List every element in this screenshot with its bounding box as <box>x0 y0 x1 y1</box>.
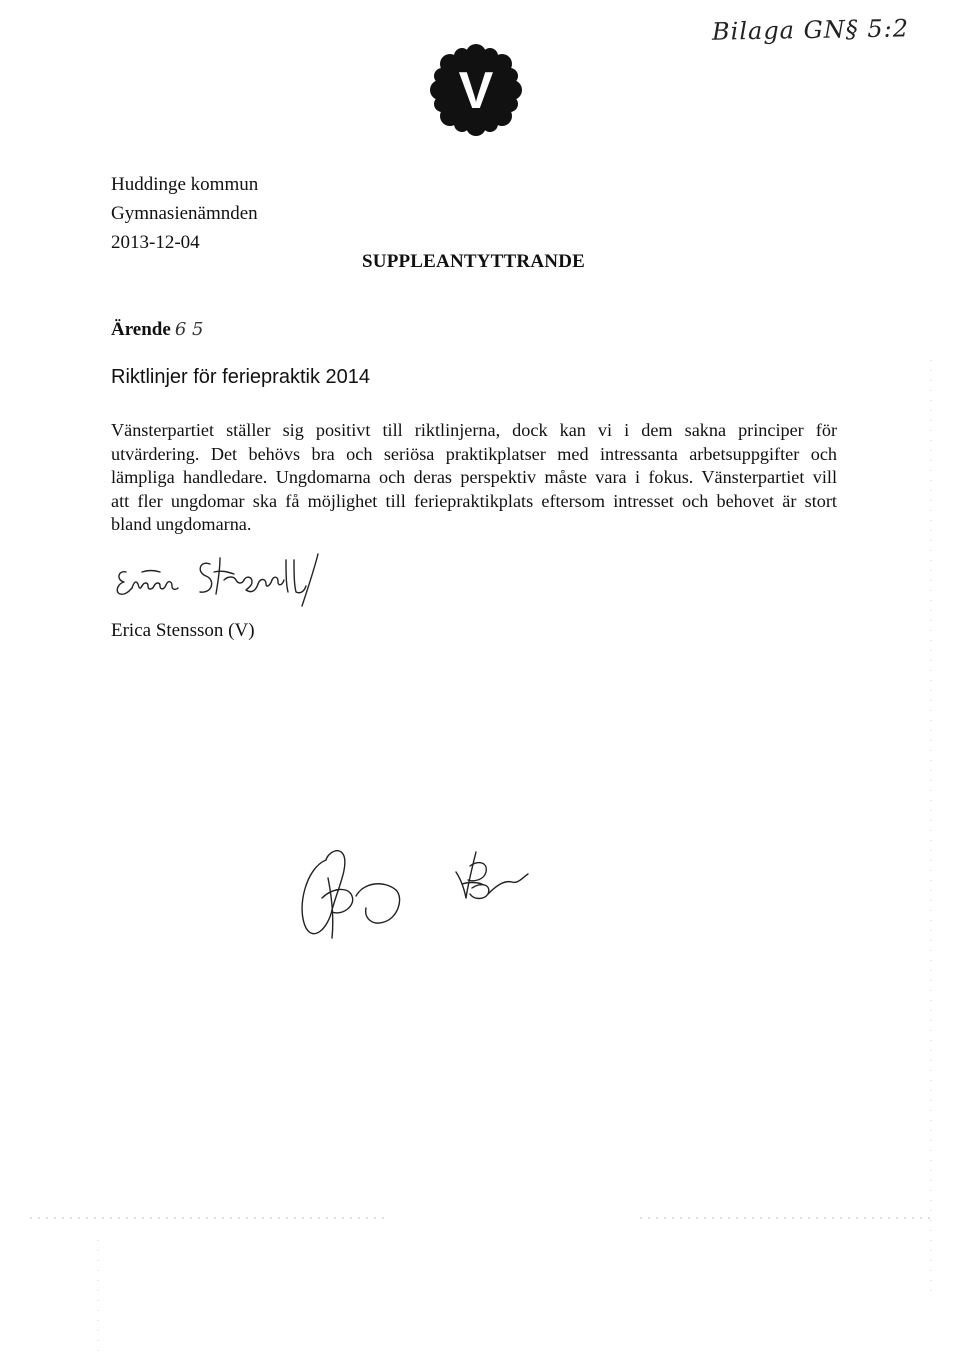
party-logo-icon <box>426 42 526 138</box>
handwritten-initials <box>292 838 542 944</box>
arende-line <box>111 319 203 341</box>
body-line: Vänsterpartiet ställer sig positivt till riktlinjerna, dock kan vi i dem sakna principer för <box>111 420 837 440</box>
handwritten-signature <box>112 550 342 610</box>
committee-name: Gymnasienämnden <box>111 203 258 224</box>
document-date: 2013-12-04 <box>111 232 200 253</box>
signer-name: Erica Stensson (V) <box>111 620 255 641</box>
organization-block <box>111 170 258 257</box>
document-type: SUPPLEANTYTTRANDE <box>362 251 585 272</box>
arende-number: 6 5 <box>174 319 204 340</box>
body-paragraph <box>111 419 837 537</box>
body-line: att fler ungdomar ska få möjlighet till feriepraktikplats eftersom intresset och behovet är stort <box>111 490 837 511</box>
body-line: lämpliga handledare. Ungdomarna och deras perspektiv måste vara i fokus. Vänsterpartiet vill <box>111 467 837 488</box>
municipality-name: Huddinge kommun <box>111 174 259 195</box>
logo-letter: V <box>458 62 494 120</box>
body-line: bland ungdomarna. <box>111 514 252 535</box>
body-line: utvärdering. Det behövs bra och seriösa praktikplatser med intressanta arbetsuppgifter och <box>111 443 837 464</box>
arende-label: Ärende <box>111 319 171 340</box>
document-title: Riktlinjer för feriepraktik 2014 <box>111 366 370 388</box>
handwritten-annotation: Bilaga GN§ 5:2 <box>711 14 910 46</box>
